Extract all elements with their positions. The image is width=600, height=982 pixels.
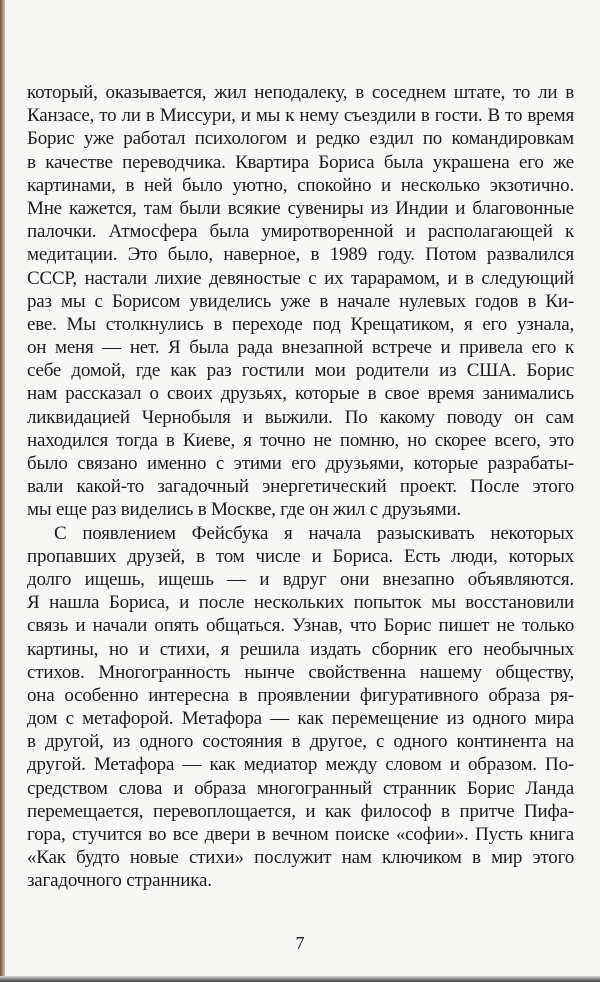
page-bottom-edge	[0, 976, 600, 982]
text-line: медитации. Это было, наверное, в 1989 году. Потом развалился	[27, 244, 574, 266]
text-line: ликвидацией Чернобыля и выжили. По какому поводу он сам	[27, 406, 574, 428]
text-line: мы еще раз виделись в Москве, где он жил с друзьями.	[27, 499, 461, 521]
text-line: С появлением Фейсбука я начала разыскивать некоторых	[54, 522, 574, 544]
text-line: гора, стучится во все двери в вечном поиске «софии». Пусть книга	[27, 824, 574, 845]
paragraph	[27, 81, 574, 522]
text-line: Мне кажется, там были всякие сувениры из Индии и благовонные	[27, 197, 574, 219]
text-line: раз мы с Борисом увиделись уже в начале нулевых годов в Ки-	[27, 290, 574, 312]
text-line: вали какой-то загадочный энергетический проект. После этого	[27, 476, 574, 498]
text-line: картинами, в ней было уютно, спокойно и несколько экзотично.	[27, 174, 574, 196]
text-line: связь и начали опять общаться. Узнав, что Борис пишет не только	[27, 615, 574, 637]
page-binding-edge	[0, 0, 5, 982]
text-line: другой. Метафора — как медиатор между словом и образом. По-	[27, 754, 574, 776]
text-line: он меня — нет. Я была рада внезапной встрече и привела его к	[27, 337, 574, 359]
text-line: средством слова и образа многогранный странник Борис Ланда	[27, 777, 574, 799]
text-line: перемещается, перевоплощается, и как философ в притче Пифа-	[27, 800, 574, 822]
text-line: Я нашла Бориса, и после нескольких попыток мы восстановили	[27, 592, 574, 614]
text-line: дом с метафорой. Метафора — как перемещение из одного мира	[27, 708, 574, 730]
text-line: в другой, из одного состояния в другое, с одного континента на	[27, 731, 574, 753]
text-line: в качестве переводчика. Квартира Бориса была украшена его же	[27, 151, 574, 173]
page-number: 7	[295, 933, 305, 953]
paragraph	[27, 522, 574, 893]
text-line: «Как будто новые стихи» послужит нам ключиком в мир этого	[27, 847, 574, 869]
text-line: который, оказывается, жил неподалеку, в соседнем штате, то ли в	[27, 82, 574, 103]
text-line: нам рассказал о своих друзьях, которые в свое время занимались	[27, 383, 574, 405]
text-line: Канзасе, то ли в Миссури, и мы к нему съездили в гости. В то время	[27, 105, 574, 127]
body-text	[27, 81, 574, 893]
text-line: долго ищешь, ищешь — и вдруг они внезапно объявляются.	[27, 568, 574, 590]
text-line: пропавших друзей, в том числе и Бориса. Есть люди, которых	[27, 545, 574, 567]
text-line: было связано именно с этими его друзьями, которые разрабаты-	[27, 453, 574, 474]
text-line: еве. Мы столкнулись в переходе под Крещатиком, я его узнала,	[27, 313, 574, 335]
text-line: СССР, настали лихие девяностые с их тарарамом, и в следующий	[27, 267, 574, 289]
text-line: картины, но и стихи, я решила издать сборник его необычных	[27, 638, 574, 660]
text-line: палочки. Атмосфера была умиротворенной и располагающей к	[27, 221, 574, 243]
text-line: она особенно интересна в проявлении фигуративного образа ря-	[27, 684, 574, 706]
text-line: находился тогда в Киеве, я точно не помню, но скорее всего, это	[27, 429, 574, 451]
text-line: стихов. Многогранность нынче свойственна нашему обществу,	[27, 661, 574, 683]
text-line: загадочного странника.	[27, 870, 212, 892]
text-line: себе домой, где как раз гостили мои родители из США. Борис	[27, 360, 574, 382]
text-line: Борис уже работал психологом и редко ездил по командировкам	[27, 128, 574, 150]
